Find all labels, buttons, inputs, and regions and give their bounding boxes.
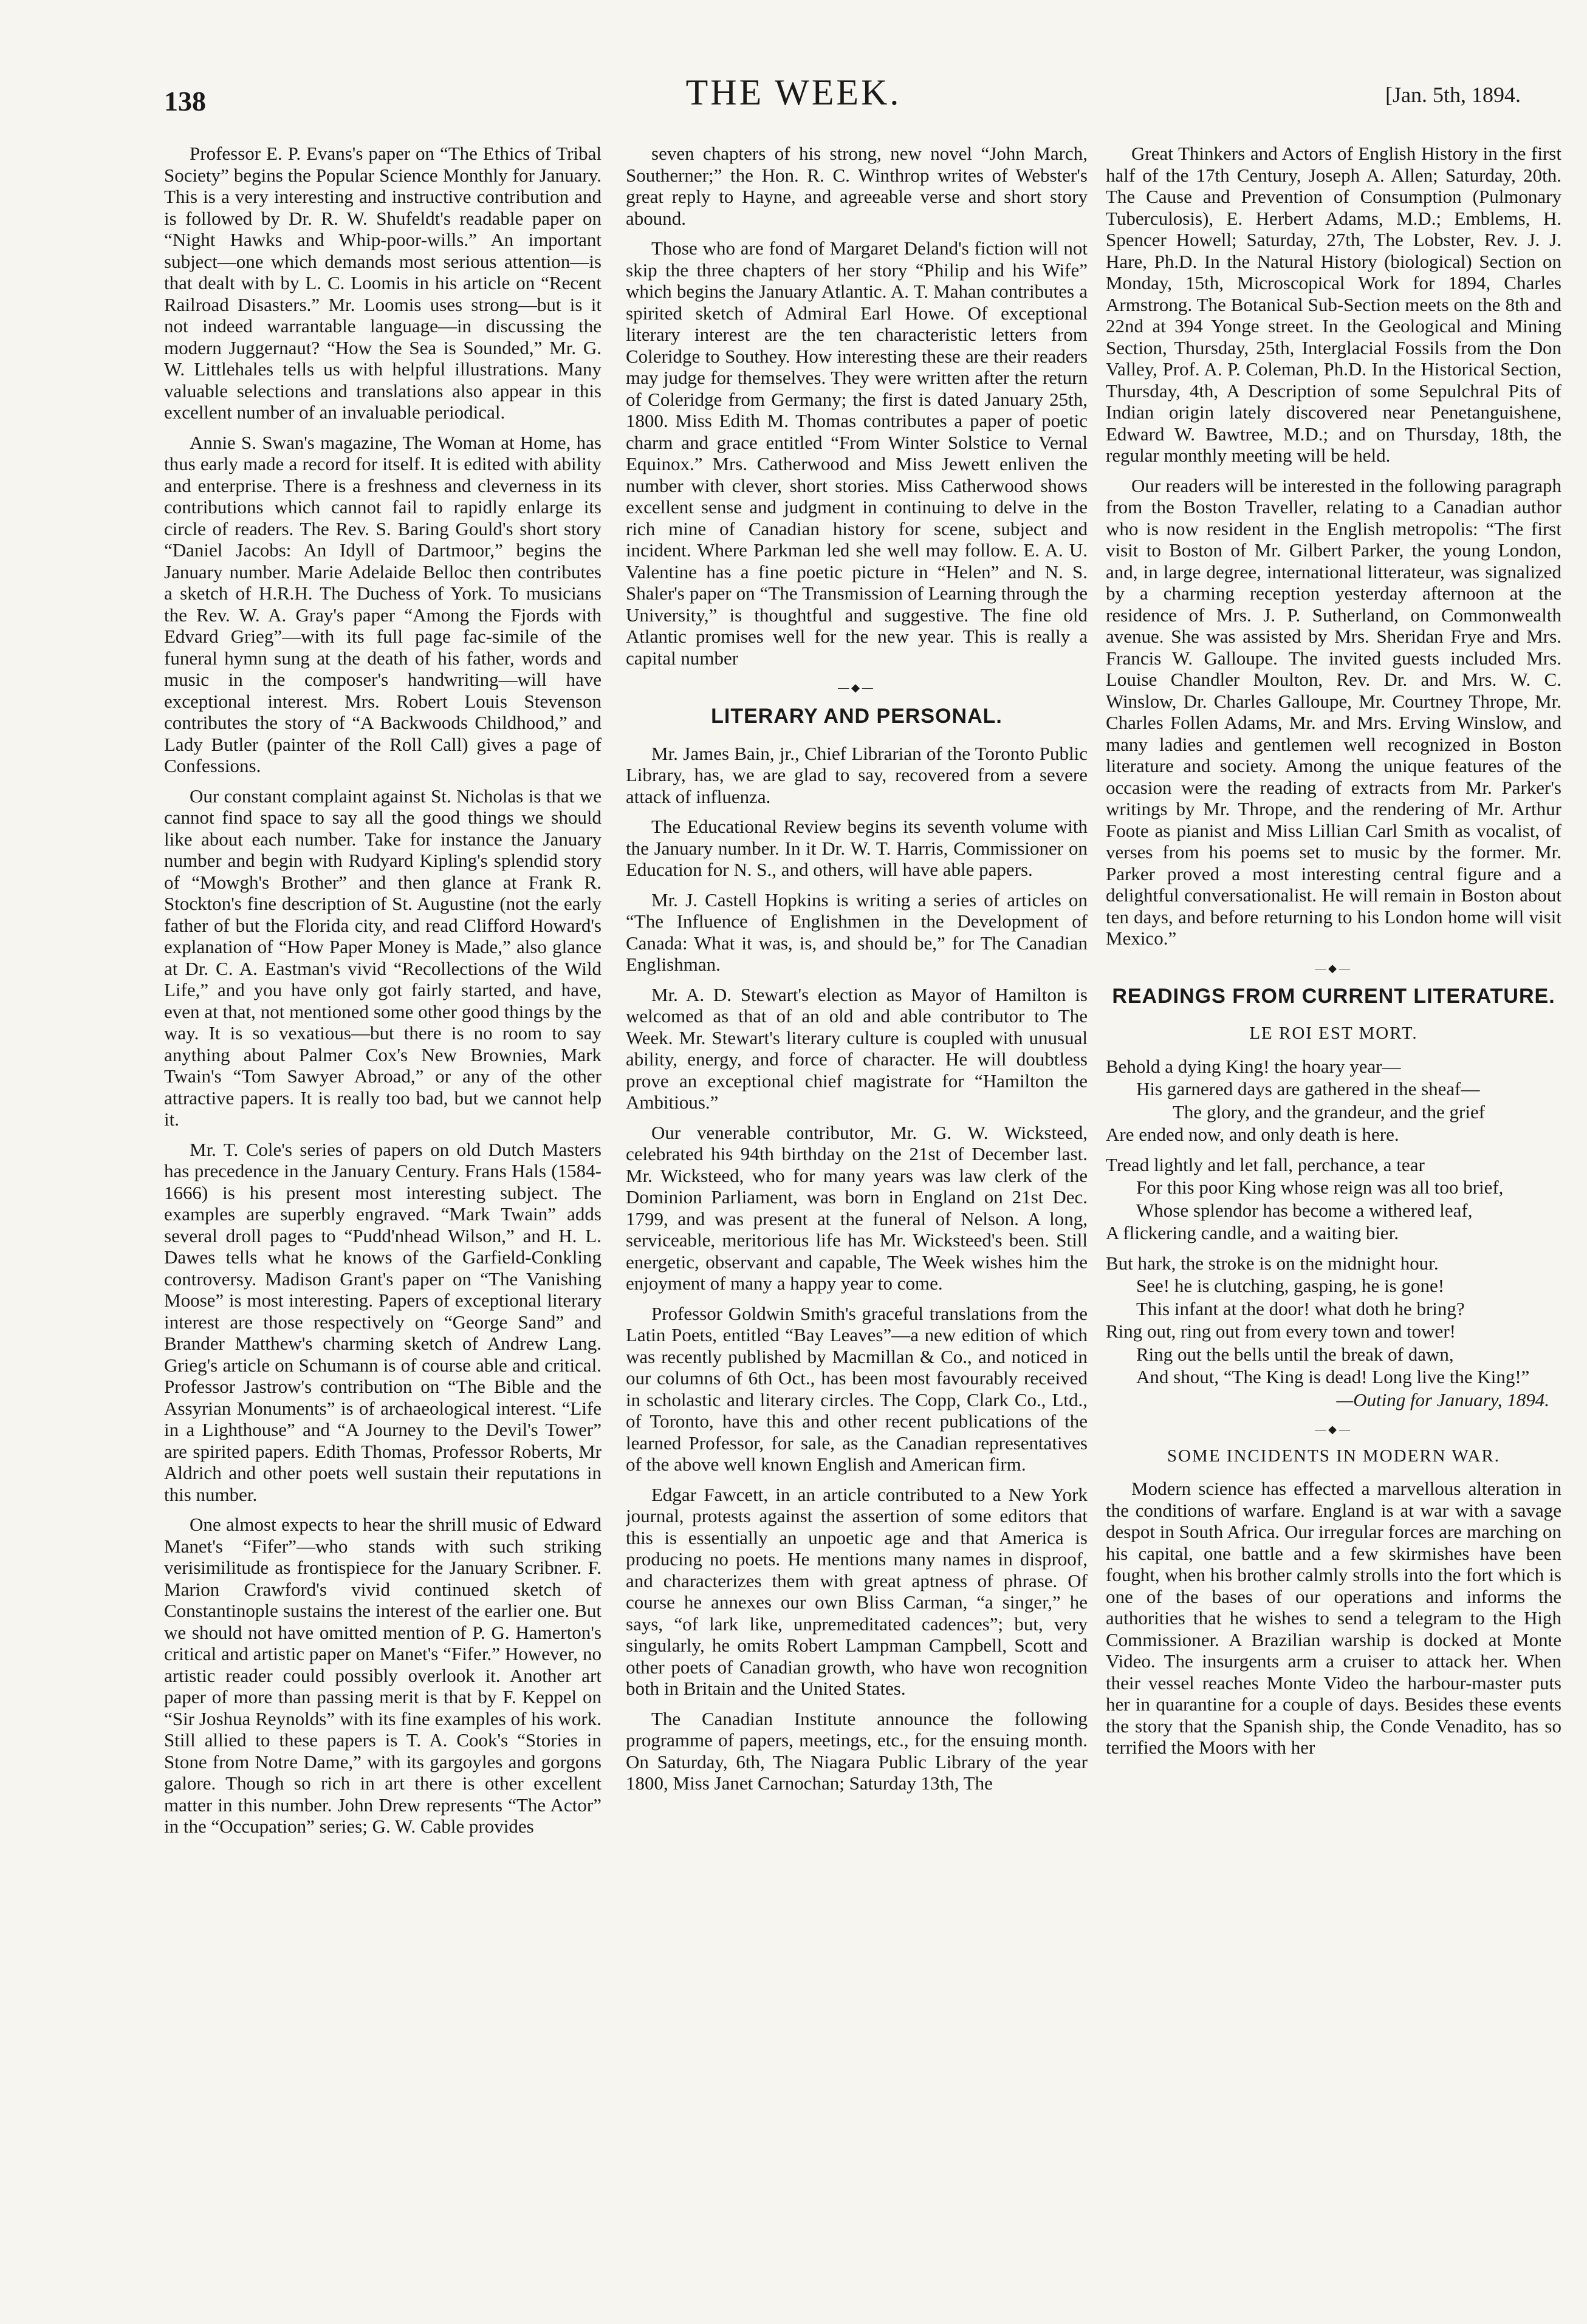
poem-line: But hark, the stroke is on the midnight hour. (1106, 1252, 1439, 1274)
poem-line: His garnered days are gathered in the sheaf— (1136, 1078, 1480, 1099)
poem (1106, 1056, 1561, 1388)
poem-line: And shout, “The King is dead! Long live the King!” (1136, 1366, 1530, 1387)
poem-line: Whose splendor has become a withered leaf, (1136, 1199, 1473, 1221)
poem-line: Tread lightly and let fall, perchance, a tear (1106, 1153, 1425, 1175)
poem-line: Ring out, ring out from every town and tower! (1106, 1321, 1456, 1342)
paragraph: One almost expects to hear the shrill music of Edward Manet's “Fifer”—who stands with such striking verisimilitude as frontispiece for the January Scribner. F. Marion Crawford's vivid continued sketch of Constantinople sustains the interest of the earlier one. But we should not have omitted mention of P. G. Hamerton's critical and artistic paper on Manet's “Fifer.” However, no artistic reader could possibly overlook it. Another art paper of more than passing merit is that by F. Keppel on “Sir Joshua Reynolds” with its fine examples of his work. Still allied to these papers is T. A. Cook's “Stories in Stone from Notre Dame,” with its gargoyles and gorgons galore. Though so rich in art there is other excellent matter in this number. John Drew represents “The Actor” in the “Occupation” series; G. W. Cable provides (164, 1514, 602, 1837)
paragraph: Our venerable contributor, Mr. G. W. Wicksteed, celebrated his 94th birthday on the 21st of December last. Mr. Wicksteed, who for many years was law clerk of the Dominion Parliament, was born in England on 21st Dec. 1799, and was present at the funeral of Nelson. A long, serviceable, meritorious life has Mr. Wicksteed's been. Still energetic, observant and capable, The Week wishes him the enjoyment of many a happy year to come. (626, 1121, 1088, 1294)
poem-source: —Outing for January, 1894. (1336, 1389, 1549, 1410)
poem-line: This infant at the door! what doth he bring? (1136, 1297, 1465, 1319)
poem-line: Behold a dying King! the hoary year— (1106, 1055, 1401, 1077)
poem-line: Are ended now, and only death is here. (1106, 1124, 1399, 1145)
paragraph: Mr. T. Cole's series of papers on old Dutch Masters has precedence in the January Century. Frans Hals (1584-1666) is his present most interesting subject. The examples are superbly engraved. “Mark Twain” adds several droll pages to “Pudd'nhead Wilson,” and H. L. Dawes tells what he knows of the Garfield-Conkling controversy. Madison Grant's paper on “The Vanishing Moose” is most interesting. Papers of exceptional literary interest are those respectively on “George Sand” and Brander Matthew's charming sketch of Andrew Lang. Grieg's article on Schumann is of course able and critical. Professor Jastrow's contribution on “The Bible and the Assyrian Monuments” is of archaeological interest. “Life in a Lighthouse” and “A Journey to the Devil's Tower” are spirited papers. Edith Thomas, Professor Roberts, Mr Aldrich and other poets well sustain their reputations in this number. (164, 1138, 602, 1505)
section-divider: —◆— (1315, 962, 1352, 974)
section-heading-readings: READINGS FROM CURRENT LITERATURE. (1112, 985, 1555, 1008)
page-header (0, 0, 1587, 121)
paragraph: Great Thinkers and Actors of English History in the first half of the 17th Century, Joseph A. Allen; Saturday, 20th. The Cause and Prevention of Consumption (Pulmonary Tuberculosis), E. Herbert Adams, M.D.; Emblems, H. Spencer Howell; Saturday, 27th, The Lobster, Rev. J. J. Hare, Ph.D. In the Natural History (biological) Section on Monday, 15th, Microscopical Work for 1894, Charles Armstrong. The Botanical Sub-Section meets on the 8th and 22nd at 394 Yonge street. In the Geological and Mining Section, Thursday, 25th, Interglacial Fossils from the Don Valley, Prof. A. P. Coleman, Ph.D. In the Historical Section, Thursday, 4th, A Description of some Sepulchral Pits of Indian origin lately discovered near Penetanguishene, Edward W. Bawtree, M.D.; and on Thursday, 18th, the regular monthly meeting will be held. (1106, 143, 1561, 466)
paragraph: The Educational Review begins its seventh volume with the January number. In it Dr. W. T. Harris, Commissioner on Education for N. S., and others, will have able papers. (626, 816, 1088, 880)
section-divider: —◆— (838, 682, 876, 694)
paragraph: Our constant complaint against St. Nicholas is that we cannot find space to say all the good things we should like about each number. Take for instance the January number and begin with Rudyard Kipling's splendid story of “Mowgh's Brother” and then glance at Frank R. Stockton's fine description of St. Augustine (not the early father of but the Florida city, and read Clifford Howard's explanation of “How Paper Money is Made,” also glance at Dr. C. A. Eastman's vivid “Recollections of the Wild Life,” and you have only got fairly started, and have, even at that, not mentioned some other good things by the way. It is so vexatious—but there is no room to say anything about Palmer Cox's New Brownies, Mark Twain's “Tom Sawyer Abroad,” or any of the other attractive papers. It is really too bad, but we cannot help it. (164, 785, 602, 1130)
paragraph: Mr. A. D. Stewart's election as Mayor of Hamilton is welcomed as that of an old and able contributor to The Week. Mr. Stewart's literary culture is coupled with unusual ability, energy, and force of character. He will doubtless prove an exceptional chief magistrate for “Hamilton the Ambitious.” (626, 983, 1088, 1113)
paragraph: Professor E. P. Evans's paper on “The Ethics of Tribal Society” begins the Popular Science Monthly for January. This is a very interesting and instructive contribution and is followed by Dr. R. W. Shufeldt's readable paper on “Night Hawks and Whip-poor-wills.” An important subject—one which demands most serious attention—is that dealt with by L. C. Loomis in his article on “Recent Railroad Disasters.” Mr. Loomis uses strong—but is it not indeed warrantable language—in discussing the modern Juggernaut? “How the Sea is Sounded,” Mr. G. W. Littlehales tells us with helpful illustrations. Many valuable selections and translations also appear in this excellent number of an invaluable periodical. (164, 143, 602, 423)
paragraph: Mr. James Bain, jr., Chief Librarian of the Toronto Public Library, has, we are glad to say, recovered from a severe attack of influenza. (626, 742, 1088, 807)
poem-line: A flickering candle, and a waiting bier. (1106, 1222, 1399, 1243)
poem-line: See! he is clutching, gasping, he is gone! (1136, 1275, 1445, 1296)
paragraph: Annie S. Swan's magazine, The Woman at Home, has thus early made a record for itself. It is edited with ability and enterprise. There is a freshness and cleverness in its contributions which cannot fail to rapidly enlarge its circle of readers. The Rev. S. Baring Gould's short story “Daniel Jacobs: An Idyll of Dartmoor,” begins the January number. Marie Adelaide Belloc then contributes a sketch of H.R.H. The Duchess of York. To musicians the Rev. W. A. Gray's paper “Among the Fjords with Edvard Grieg”—with its full page fac-simile of the funeral hymn sung at the death of his father, words and music in the composer's handwriting—will have exceptional interest. Mrs. Robert Louis Stevenson contributes the story of “A Backwoods Childhood,” and Lady Butler (painter of the Roll Call) gives a page of Confessions. (164, 431, 602, 776)
paragraph: Edgar Fawcett, in an article contributed to a New York journal, protests against the assertion of some editors that this is essentially an unpoetic age and that America is producing no poets. He mentions many names in disproof, and characterizes them with great aptness of phrase. Of course he annexes our own Bliss Carman, “a singer,” he says, “of lark like, unpremeditated cadences”; but, very singularly, he omits Robert Lampman Campbell, Scott and other poets of Canadian growth, who have won recognition both in Britain and the United States. (626, 1483, 1088, 1699)
paragraph: Our readers will be interested in the following paragraph from the Boston Traveller, relating to a Canadian author who is now resident in the English metropolis: “The first visit to Boston of Mr. Gilbert Parker, the young London, and, in large degree, international litterateur, was signalized by a charming reception yesterday afternoon at the residence of Mrs. J. P. Sutherland, on Commonwealth avenue. She was assisted by Mrs. Sheridan Frye and Mrs. Francis W. Galloupe. The invited guests included Mrs. Louise Chandler Moulton, Rev. Dr. and Mrs. W. C. Winslow, Dr. Charles Galloupe, Mr. Courtney Thrope, Mr. Charles Follen Adams, Mr. and Mrs. Erving Winslow, and many ladies and gentlemen well recognized in Boston literature and society. Among the unique features of the occasion were the reading of extracts from Mr. Parker's writings by Mr. Thrope, and the rendering of Mr. Arthur Foote as pianist and Miss Lillian Carl Smith as vocalist, of verses from his poems set to music by the former. Mr. Parker proved a most interesting central figure and a delightful conversationalist. He will remain in Boston about ten days, and before returning to his London home will visit Mexico.” (1106, 474, 1561, 949)
paragraph: Professor Goldwin Smith's graceful translations from the Latin Poets, entitled “Bay Leaves”—a new edition of which was recently published by Macmillan & Co., and noticed in our columns of 6th Oct., has been most favourably received in scholastic and literary circles. The Copp, Clark Co., Ltd., of Toronto, have this and other recent publications of the learned Professor, for sale, as the Canadian representatives of the above well known English and American firm. (626, 1302, 1088, 1475)
column-2 (626, 143, 1088, 2305)
paragraph: seven chapters of his strong, new novel “John March, Southerner;” the Hon. R. C. Winthrop writes of Webster's great reply to Hayne, and agreeable verse and short story abound. (626, 143, 1088, 229)
masthead-title: THE WEEK. (685, 72, 902, 112)
paragraph: Mr. J. Castell Hopkins is writing a series of articles on “The Influence of Englishmen in the Development of Canada: What it was, is, and should be,” for The Canadian Englishman. (626, 889, 1088, 975)
issue-date: [Jan. 5th, 1894. (1385, 83, 1521, 107)
column-1 (164, 143, 602, 2305)
poem-line: For this poor King whose reign was all too brief, (1136, 1177, 1504, 1198)
paragraph: Those who are fond of Margaret Deland's fiction will not skip the three chapters of her story “Philip and his Wife” which begins the January Atlantic. A. T. Mahan contributes a spirited sketch of Admiral Earl Howe. Of exceptional literary interest are the ten characteristic letters from Coleridge to Southey. How interesting these are their readers may judge for themselves. They were written after the return of Coleridge from Germany; the first is dated January 25th, 1800. Miss Edith M. Thomas contributes a paper of poetic charm and grace entitled “From Winter Solstice to Vernal Equinox.” Mrs. Catherwood and Miss Jewett enliven the number with clever, short stories. Miss Catherwood shows excellent sense and judgment in continuing to delve in the rich mine of Canadian history for scene, subject and incident. Where Parkman led she well may follow. E. A. U. Valentine has a fine poetic picture in “Helen” and N. S. Shaler's paper on “The Transmission of Learning through the University,” is thoughtful and suggestive. The fine old Atlantic promises well for the new year. This is really a capital number (626, 238, 1088, 669)
poem-title: LE ROI EST MORT. (1249, 1024, 1418, 1043)
column-3 (1106, 143, 1561, 2305)
section-divider: —◆— (1315, 1423, 1352, 1435)
section-heading-literary-personal: LITERARY AND PERSONAL. (711, 704, 1003, 728)
article-title-incidents: SOME INCIDENTS IN MODERN WAR. (1167, 1446, 1501, 1466)
paragraph: Modern science has effected a marvellous alteration in the conditions of warfare. England is at war with a savage despot in South Africa. Our irregular forces are marching on his capital, one battle and a few skirmishes have been fought, when his brother calmly strolls into the fort which is one of the bases of our operations and informs the authorities that he wishes to send a telegram to the High Commissioner. A Brazilian warship is docked at Monte Video. The insurgents arm a cruiser to attack her. When their vessel reaches Monte Video the harbour-master puts her in quarantine for a couple of days. Besides these events the story that the Spanish ship, the Conde Venadito, has so terrified the Moors with her (1106, 1478, 1561, 1758)
page-number: 138 (164, 86, 206, 117)
poem-line: Ring out the bells until the break of dawn, (1136, 1343, 1454, 1365)
poem-line: The glory, and the grandeur, and the grief (1173, 1101, 1486, 1123)
paragraph: The Canadian Institute announce the following programme of papers, meetings, etc., for the ensuing month. On Saturday, 6th, The Niagara Public Library of the year 1800, Miss Janet Carnochan; Saturday 13th, The (626, 1707, 1088, 1794)
